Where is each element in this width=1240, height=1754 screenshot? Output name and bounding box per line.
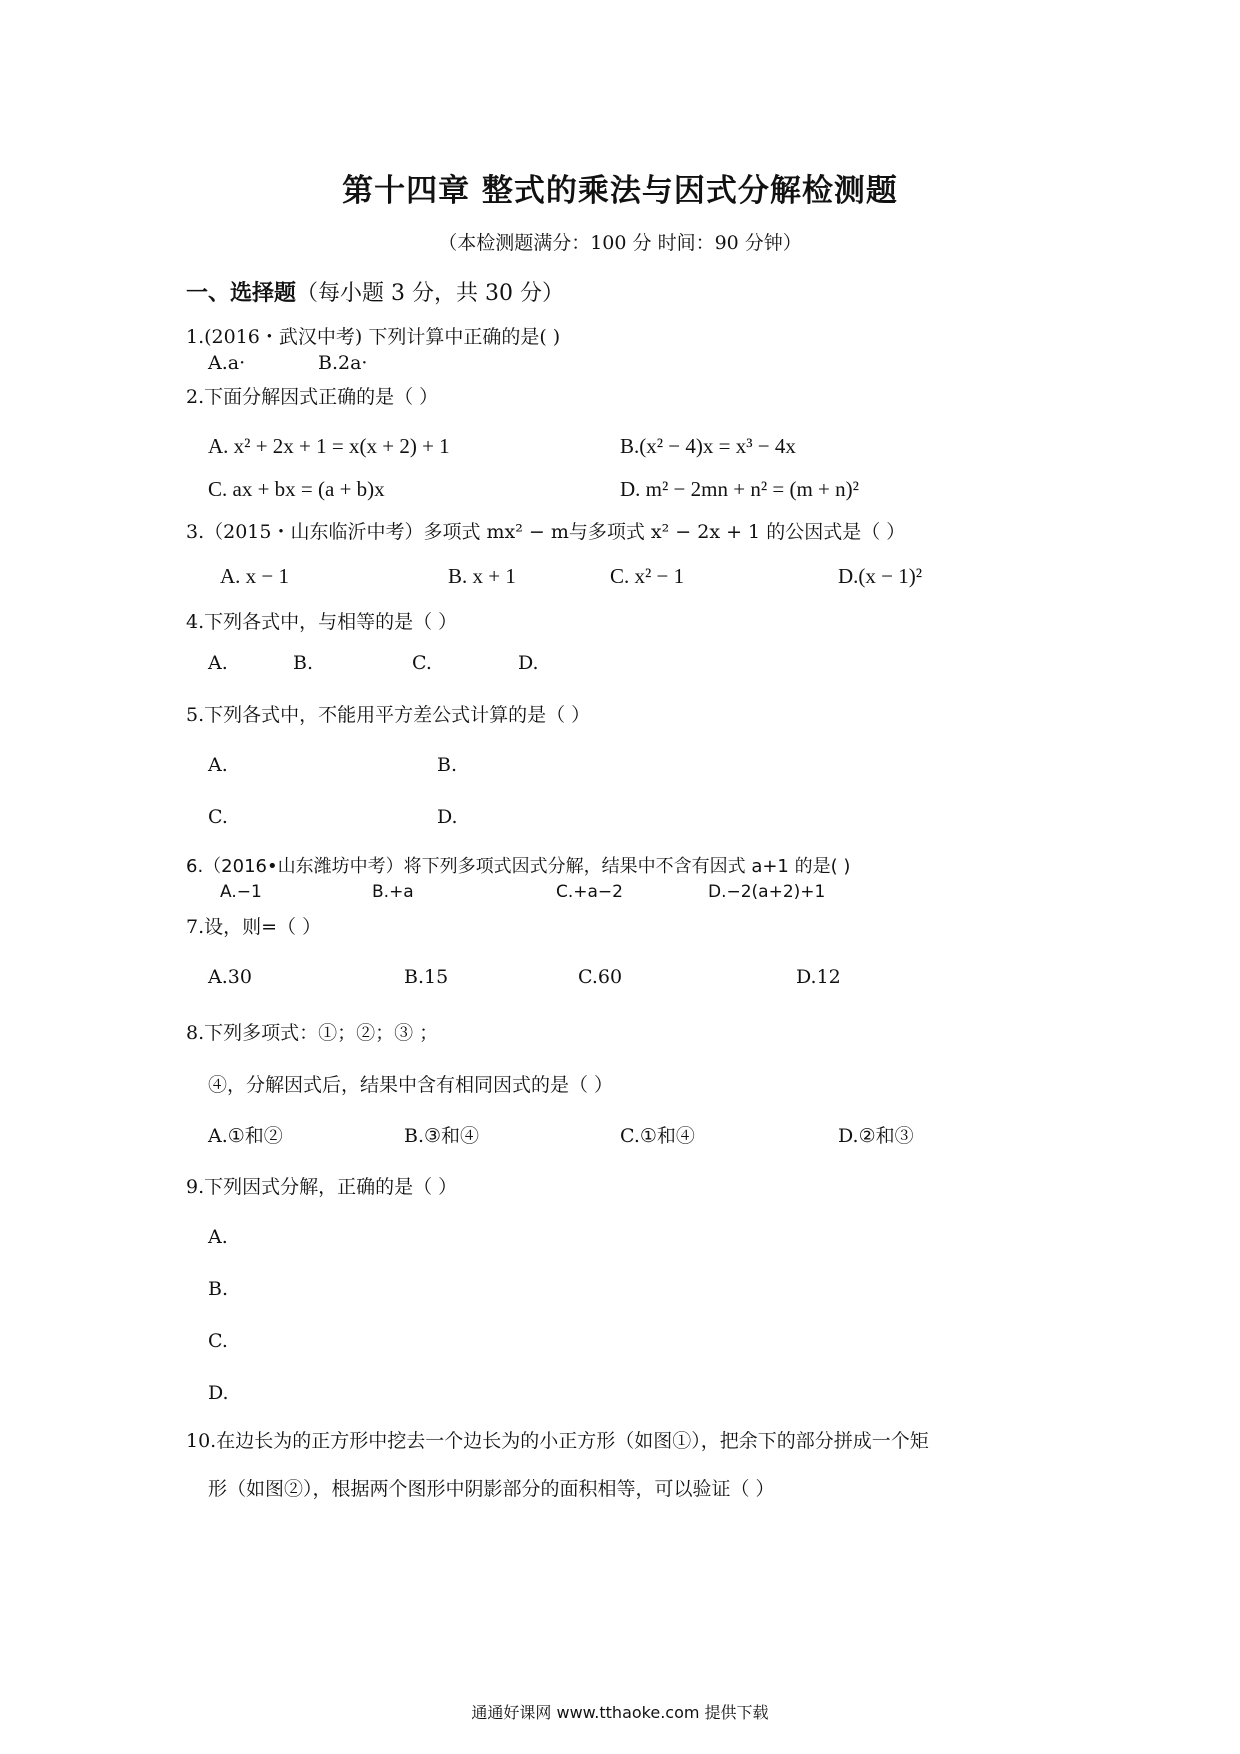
question-4-option-a: A. [208,652,228,674]
question-3-option-b: B. x + 1 [448,564,516,588]
question-4-option-d: D. [518,652,539,674]
question-3-option-c: C. x² − 1 [610,564,685,588]
question-4-option-b: B. [293,652,314,674]
section-heading [186,276,564,307]
question-1-stem: 1.(2016・武汉中考) 下列计算中正确的是( ) [186,326,561,348]
section-title: 一、选择题 [186,280,297,306]
question-9-stem: 9.下列因式分解，正确的是（ ） [186,1176,458,1198]
page-title: 第十四章 整式的乘法与因式分解检测题 [342,173,898,209]
question-10-stem: 10.在边长为的正方形中挖去一个边长为的小正方形（如图①），把余下的部分拼成一个矩 [186,1430,929,1452]
question-6-option-d: D.−2(a+2)+1 [708,882,826,902]
page-footer: 通通好课网 www.tthaoke.com 提供下载 [471,1703,769,1722]
exam-info: （本检测题满分：100 分 时间：90 分钟） [438,232,802,254]
question-2-option-a: A. x² + 2x + 1 = x(x + 2) + 1 [208,434,450,458]
question-2-option-d: D. m² − 2mn + n² = (m + n)² [620,477,859,501]
question-1-option-b: B.2a· [318,352,368,374]
question-9-option-c: C. [208,1330,228,1352]
question-7-option-d: D.12 [796,966,841,988]
question-3-stem: 3.（2015・山东临沂中考）多项式 mx² − m与多项式 x² − 2x + 1 的公因式是（ ） [186,521,906,543]
question-7-option-c: C.60 [578,966,623,988]
question-5-stem: 5.下列各式中，不能用平方差公式计算的是（ ） [186,704,591,726]
question-5-option-b: B. [437,754,458,776]
question-10-stem-continued: 形（如图②），根据两个图形中阴影部分的面积相等，可以验证（ ） [208,1478,775,1500]
question-2-option-c: C. ax + bx = (a + b)x [208,477,385,501]
question-7-option-b: B.15 [404,966,449,988]
question-5-option-a: A. [208,754,228,776]
question-6-stem: 6.（2016•山东潍坊中考）将下列多项式因式分解，结果中不含有因式 a+1 的是( ) [186,856,851,877]
question-9-option-d: D. [208,1382,229,1404]
question-7-option-a: A.30 [208,966,252,988]
question-2-option-b: B.(x² − 4)x = x³ − 4x [620,434,796,458]
question-1-option-a: A.a· [208,352,246,374]
question-4-option-c: C. [412,652,432,674]
question-3-option-a: A. x − 1 [220,564,290,588]
question-5-option-d: D. [437,806,458,828]
question-8-option-c: C.①和④ [620,1125,695,1147]
question-8-stem-continued: ④，分解因式后，结果中含有相同因式的是（ ） [208,1074,614,1096]
question-5-option-c: C. [208,806,228,828]
question-3-option-d: D.(x − 1)² [838,564,923,588]
question-9-option-b: B. [208,1278,229,1300]
question-9-option-a: A. [208,1226,228,1248]
question-6-option-b: B.+a [372,882,414,902]
question-8-option-d: D.②和③ [838,1125,914,1147]
question-8-option-a: A.①和② [208,1125,283,1147]
question-6-option-a: A.−1 [220,882,262,902]
question-6-option-c: C.+a−2 [556,882,623,902]
question-4-stem: 4.下列各式中，与相等的是（ ） [186,611,458,633]
question-8-option-b: B.③和④ [404,1125,480,1147]
question-8-stem: 8.下列多项式：①；②；③ ； [186,1022,439,1044]
section-note: （每小题 3 分，共 30 分） [296,281,564,306]
question-2-stem: 2.下面分解因式正确的是（ ） [186,386,439,408]
question-7-stem: 7.设，则=（ ） [186,916,322,938]
